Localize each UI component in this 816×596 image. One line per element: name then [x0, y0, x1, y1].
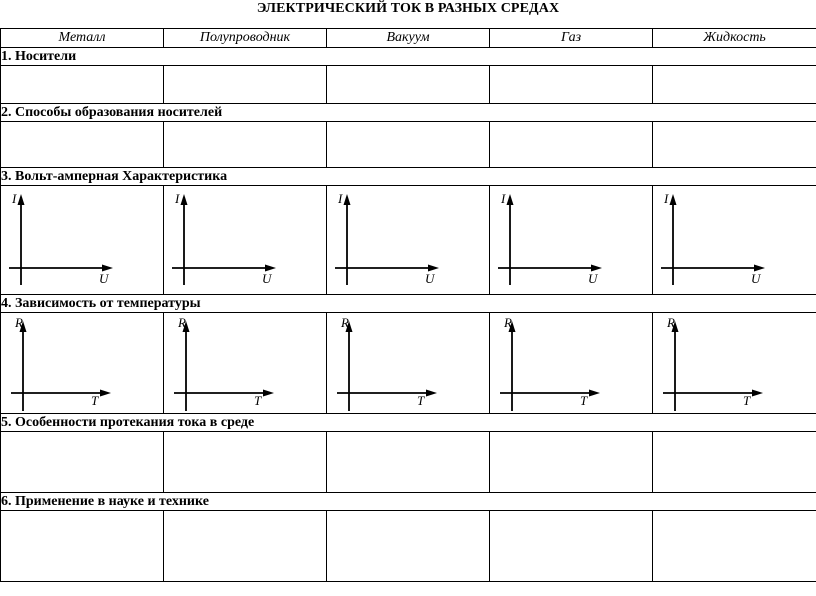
x-axis-arrow-icon	[589, 390, 600, 397]
rt-graph-cell[interactable]	[164, 313, 327, 414]
coordinate-axes	[327, 186, 490, 294]
section-heading-carriers: 1. Носители	[1, 48, 816, 66]
coordinate-axes	[490, 313, 653, 413]
coordinate-axes	[490, 186, 653, 294]
answer-cell[interactable]	[164, 432, 327, 493]
x-axis-label: U	[262, 271, 272, 286]
x-axis-label: T	[254, 393, 262, 408]
carrier-formation-row	[1, 122, 816, 168]
answer-cell[interactable]	[490, 122, 653, 168]
answer-cell[interactable]	[327, 511, 490, 582]
section-heading-current-features: 5. Особенности протекания тока в среде	[1, 414, 816, 432]
answer-cell[interactable]	[164, 122, 327, 168]
x-axis-arrow-icon	[752, 390, 763, 397]
answer-cell[interactable]	[1, 432, 164, 493]
applications-row	[1, 511, 816, 582]
coordinate-axes	[653, 186, 816, 294]
answer-cell[interactable]	[490, 511, 653, 582]
answer-cell[interactable]	[1, 122, 164, 168]
media-comparison-table	[0, 28, 816, 582]
y-axis-arrow-icon	[507, 194, 514, 205]
answer-cell[interactable]	[490, 432, 653, 493]
section-heading-carrier-formation: 2. Способы образования носителей	[1, 104, 816, 122]
y-axis-label: R	[15, 315, 23, 330]
answer-cell[interactable]	[327, 66, 490, 104]
rt-graph-cell[interactable]	[1, 313, 164, 414]
rt-graph-cell[interactable]	[490, 313, 653, 414]
column-header-gas: Газ	[490, 29, 653, 48]
answer-cell[interactable]	[327, 122, 490, 168]
coordinate-axes	[1, 313, 164, 413]
y-axis-label: I	[12, 191, 17, 206]
answer-cell[interactable]	[653, 66, 816, 104]
coordinate-axes	[164, 186, 327, 294]
iv-graph-cell[interactable]	[490, 186, 653, 295]
answer-cell[interactable]	[653, 432, 816, 493]
x-axis-label: T	[580, 393, 588, 408]
y-axis-label: I	[501, 191, 506, 206]
coordinate-axes	[653, 313, 816, 413]
x-axis-arrow-icon	[100, 390, 111, 397]
coordinate-axes	[1, 186, 164, 294]
answer-cell[interactable]	[653, 122, 816, 168]
x-axis-label: T	[743, 393, 751, 408]
column-header-row	[1, 29, 816, 48]
y-axis-label: R	[178, 315, 186, 330]
column-header-metal: Металл	[1, 29, 164, 48]
y-axis-label: R	[667, 315, 675, 330]
answer-cell[interactable]	[490, 66, 653, 104]
y-axis-label: I	[664, 191, 669, 206]
column-header-vacuum: Вакуум	[327, 29, 490, 48]
current-features-row	[1, 432, 816, 493]
answer-cell[interactable]	[1, 66, 164, 104]
y-axis-arrow-icon	[670, 194, 677, 205]
y-axis-label: I	[175, 191, 180, 206]
coordinate-axes	[327, 313, 490, 413]
y-axis-arrow-icon	[344, 194, 351, 205]
section-heading-iv-characteristic: 3. Вольт-амперная Характеристика	[1, 168, 816, 186]
rt-graph-cell[interactable]	[653, 313, 816, 414]
answer-cell[interactable]	[327, 432, 490, 493]
x-axis-label: U	[425, 271, 435, 286]
carriers-row	[1, 66, 816, 104]
rt-graph-row	[1, 313, 816, 414]
x-axis-label: T	[91, 393, 99, 408]
iv-graph-cell[interactable]	[653, 186, 816, 295]
answer-cell[interactable]	[164, 511, 327, 582]
answer-cell[interactable]	[653, 511, 816, 582]
page-title: ЭЛЕКТРИЧЕСКИЙ ТОК В РАЗНЫХ СРЕДАХ	[256, 1, 560, 16]
column-header-semiconductor: Полупроводник	[164, 29, 327, 48]
x-axis-label: U	[99, 271, 109, 286]
rt-graph-cell[interactable]	[327, 313, 490, 414]
x-axis-arrow-icon	[426, 390, 437, 397]
x-axis-label: U	[588, 271, 598, 286]
iv-graph-row	[1, 186, 816, 295]
section-heading-applications: 6. Применение в науке и технике	[1, 493, 816, 511]
y-axis-label: R	[504, 315, 512, 330]
answer-cell[interactable]	[1, 511, 164, 582]
section-heading-temperature-dependence: 4. Зависимость от температуры	[1, 295, 816, 313]
y-axis-arrow-icon	[181, 194, 188, 205]
coordinate-axes	[164, 313, 327, 413]
iv-graph-cell[interactable]	[1, 186, 164, 295]
x-axis-arrow-icon	[263, 390, 274, 397]
column-header-liquid: Жидкость	[653, 29, 816, 48]
x-axis-label: T	[417, 393, 425, 408]
y-axis-label: R	[341, 315, 349, 330]
y-axis-arrow-icon	[18, 194, 25, 205]
iv-graph-cell[interactable]	[327, 186, 490, 295]
iv-graph-cell[interactable]	[164, 186, 327, 295]
x-axis-label: U	[751, 271, 761, 286]
y-axis-label: I	[338, 191, 343, 206]
answer-cell[interactable]	[164, 66, 327, 104]
